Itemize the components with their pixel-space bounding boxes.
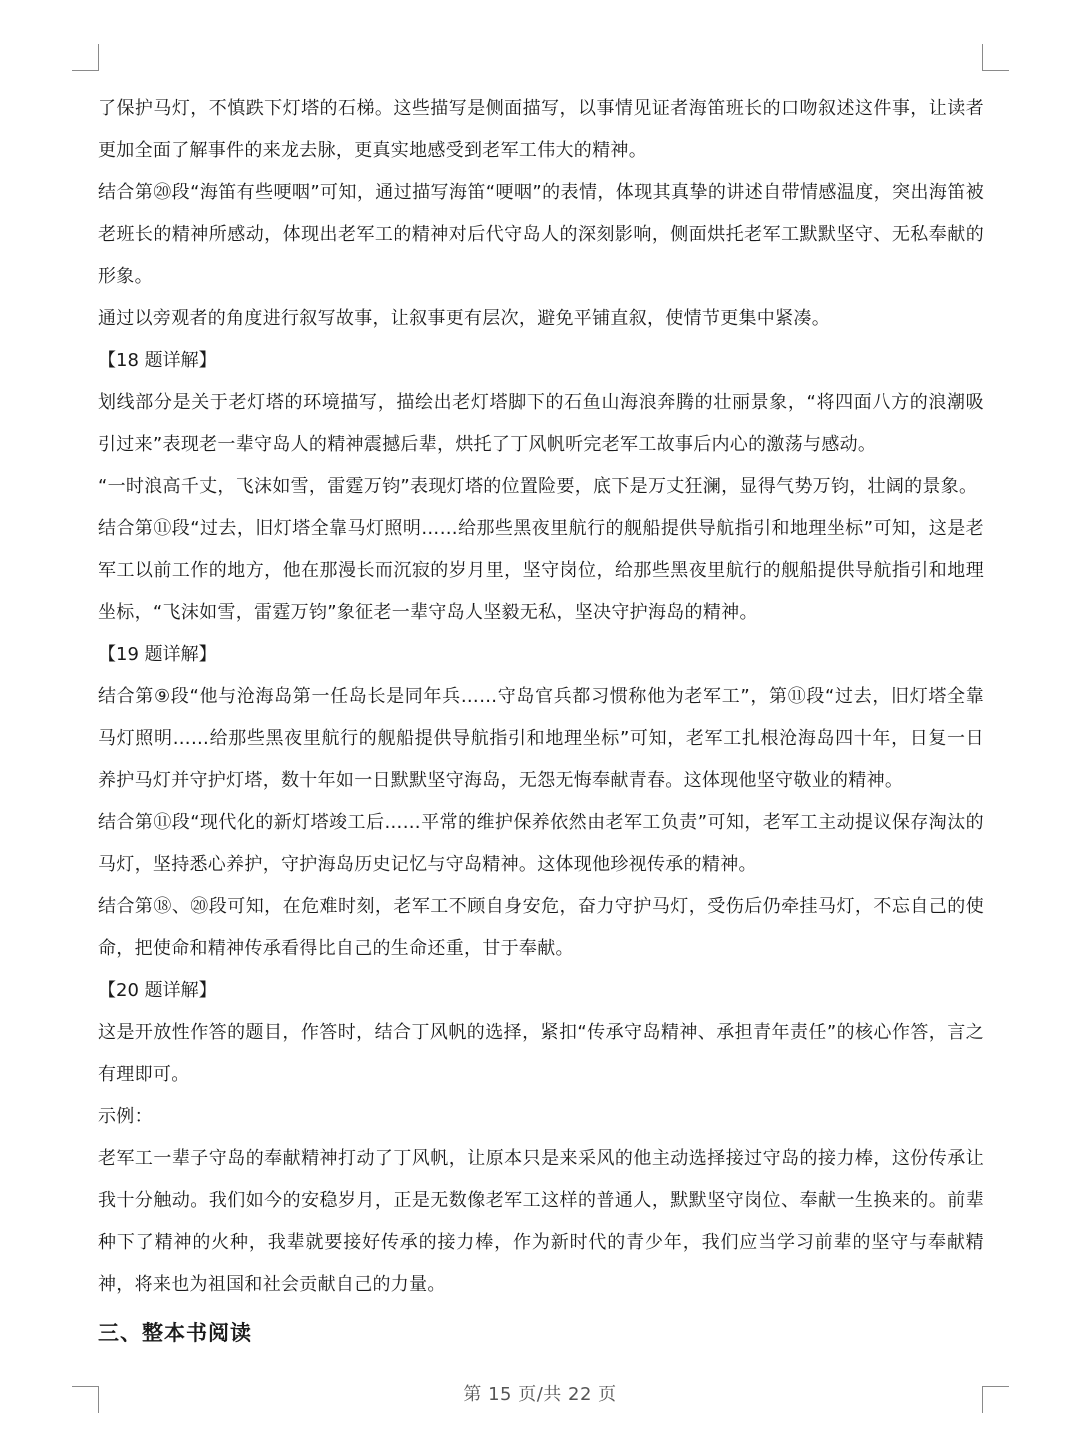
question-heading: 【19 题详解】	[98, 644, 217, 665]
question-heading: 【18 题详解】	[98, 350, 217, 371]
paragraph: 结合第⑳段“海笛有些哽咽”可知，通过描写海笛“哽咽”的表情，体现其真挚的讲述自带情感温度，突出海笛被老班长的精神所感动，体现出老军工的精神对后代守岛人的深刻影响，侧面烘托老军工默默坚守、无私奉献的形象。	[98, 182, 984, 287]
page-footer: 第 15 页/共 22 页	[463, 1384, 617, 1405]
paragraph: 结合第⑪段“现代化的新灯塔竣工后……平常的维护保养依然由老军工负责”可知，老军工主动提议保存淘汰的马灯，坚持悉心养护，守护海岛历史记忆与守岛精神。这体现他珍视传承的精神。	[98, 812, 984, 875]
paragraph: 结合第⑨段“他与沧海岛第一任岛长是同年兵……守岛官兵都习惯称他为老军工”，第⑪段“过去，旧灯塔全靠马灯照明……给那些黑夜里航行的舰船提供导航指引和地理坐标”可知，老军工扎根沧海岛四十年，日复一日养护马灯并守护灯塔，数十年如一日默默坚守海岛，无怨无悔奉献青春。这体现他坚守敬业的精神。	[98, 686, 984, 791]
paragraph: 结合第⑪段“过去，旧灯塔全靠马灯照明……给那些黑夜里航行的舰船提供导航指引和地理坐标”可知，这是老军工以前工作的地方，他在那漫长而沉寂的岁月里，坚守岗位，给那些黑夜里航行的舰船提供导航指引和地理坐标，“飞沫如雪，雷霆万钧”象征老一辈守岛人坚毅无私，坚决守护海岛的精神。	[98, 518, 984, 623]
paragraph: 了保护马灯，不慎跌下灯塔的石梯。这些描写是侧面描写，以事情见证者海笛班长的口吻叙述这件事，让读者更加全面了解事件的来龙去脉，更真实地感受到老军工伟大的精神。	[98, 98, 984, 161]
corner-mark-top-left	[72, 44, 99, 71]
paragraph: 这是开放性作答的题目，作答时，结合丁风帆的选择，紧扣“传承守岛精神、承担青年责任”的核心作答，言之有理即可。	[98, 1022, 984, 1085]
paragraph: 划线部分是关于老灯塔的环境描写，描绘出老灯塔脚下的石鱼山海浪奔腾的壮丽景象，“将四面八方的浪潮吸引过来”表现老一辈守岛人的精神震撼后辈，烘托了丁风帆听完老军工故事后内心的激荡与感动。	[98, 392, 984, 455]
paragraph: 通过以旁观者的角度进行叙写故事，让叙事更有层次，避免平铺直叙，使情节更集中紧凑。	[98, 308, 830, 329]
document-body	[98, 88, 984, 1354]
paragraph: “一时浪高千丈，飞沫如雪，雷霆万钧”表现灯塔的位置险要，底下是万丈狂澜，显得气势万钧，壮阔的景象。	[98, 476, 978, 497]
paragraph: 老军工一辈子守岛的奉献精神打动了丁风帆，让原本只是来采风的他主动选择接过守岛的接力棒，这份传承让我十分触动。我们如今的安稳岁月，正是无数像老军工这样的普通人，默默坚守岗位、奉献一生换来的。前辈种下了精神的火种，我辈就要接好传承的接力棒，作为新时代的青少年，我们应当学习前辈的坚守与奉献精神，将来也为祖国和社会贡献自己的力量。	[98, 1148, 984, 1295]
section-heading: 三、整本书阅读	[98, 1321, 252, 1345]
paragraph: 示例：	[98, 1106, 153, 1127]
question-heading: 【20 题详解】	[98, 980, 217, 1001]
paragraph: 结合第⑱、⑳段可知，在危难时刻，老军工不顾自身安危，奋力守护马灯，受伤后仍牵挂马灯，不忘自己的使命，把使命和精神传承看得比自己的生命还重，甘于奉献。	[98, 896, 984, 959]
corner-mark-top-right	[982, 44, 1009, 71]
